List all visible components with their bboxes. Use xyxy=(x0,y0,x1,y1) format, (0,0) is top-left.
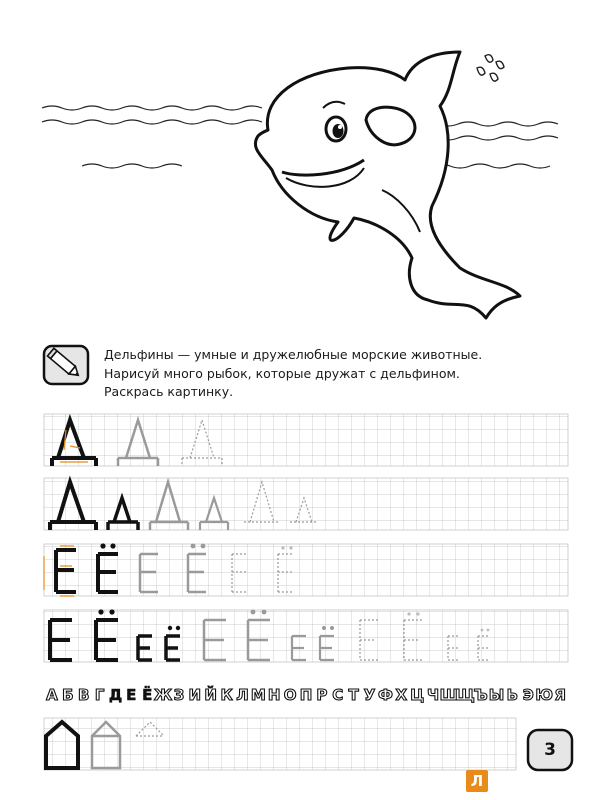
grid-row-3 xyxy=(44,544,568,596)
dolphin-icon xyxy=(255,52,520,318)
alphabet-letter: Л xyxy=(236,686,249,704)
alphabet-letter: Ю xyxy=(535,686,554,704)
grid-row-5 xyxy=(44,718,516,770)
alphabet-letter: М xyxy=(250,686,266,704)
alphabet-letter: Я xyxy=(554,686,566,704)
page-number: 3 xyxy=(544,740,556,760)
alphabet-letter: Э xyxy=(522,686,534,704)
alphabet-letter: Ф xyxy=(377,686,393,704)
alphabet-letter: Х xyxy=(395,686,408,704)
alphabet-letter: К xyxy=(220,686,233,704)
alphabet-letter: В xyxy=(77,686,90,704)
dolphin-illustration xyxy=(42,52,558,318)
alphabet-letter: Ы xyxy=(488,686,505,704)
water-drops-icon xyxy=(477,55,504,81)
alphabet-letter: Д xyxy=(108,686,123,704)
alphabet-letter: Т xyxy=(348,686,359,704)
instruction-line-2: Нарисуй много рыбок, которые дружат с дельфином. xyxy=(104,365,460,381)
alphabet-strip xyxy=(46,685,566,704)
alphabet-letter: Щ xyxy=(454,686,475,704)
alphabet-letter: Ч xyxy=(426,686,440,704)
alphabet-letter: Й xyxy=(204,686,217,704)
alphabet-letter: С xyxy=(332,686,344,704)
alphabet-letter: У xyxy=(363,686,376,704)
alphabet-letter: П xyxy=(299,686,313,704)
alphabet-letter: Ё xyxy=(142,686,153,704)
alphabet-letter: Ь xyxy=(506,686,519,704)
alphabet-letter: Ш xyxy=(439,686,459,704)
alphabet-letter: Ц xyxy=(410,686,425,704)
grid-rows xyxy=(44,414,568,770)
alphabet-letter: И xyxy=(188,686,202,704)
instruction-text xyxy=(104,346,574,402)
alphabet-letter: Ж xyxy=(153,686,173,704)
alphabet-letter: А xyxy=(46,686,58,704)
alphabet-letter: Р xyxy=(316,686,328,704)
alphabet-letter: Н xyxy=(267,686,281,704)
alphabet-letter: Г xyxy=(94,686,105,704)
alphabet-letter: Е xyxy=(126,686,137,704)
publisher-mark: Л xyxy=(470,772,484,790)
alphabet-letter: О xyxy=(283,686,297,704)
alphabet-letter: Ъ xyxy=(473,686,488,704)
pencil-badge xyxy=(44,346,88,384)
alphabet-letter: Б xyxy=(62,686,74,704)
instruction-line-1: Дельфины — умные и дружелюбные морские животные. xyxy=(104,347,483,362)
instruction-line-3: Раскрась картинку. xyxy=(104,384,234,399)
alphabet-letter: З xyxy=(173,686,185,704)
